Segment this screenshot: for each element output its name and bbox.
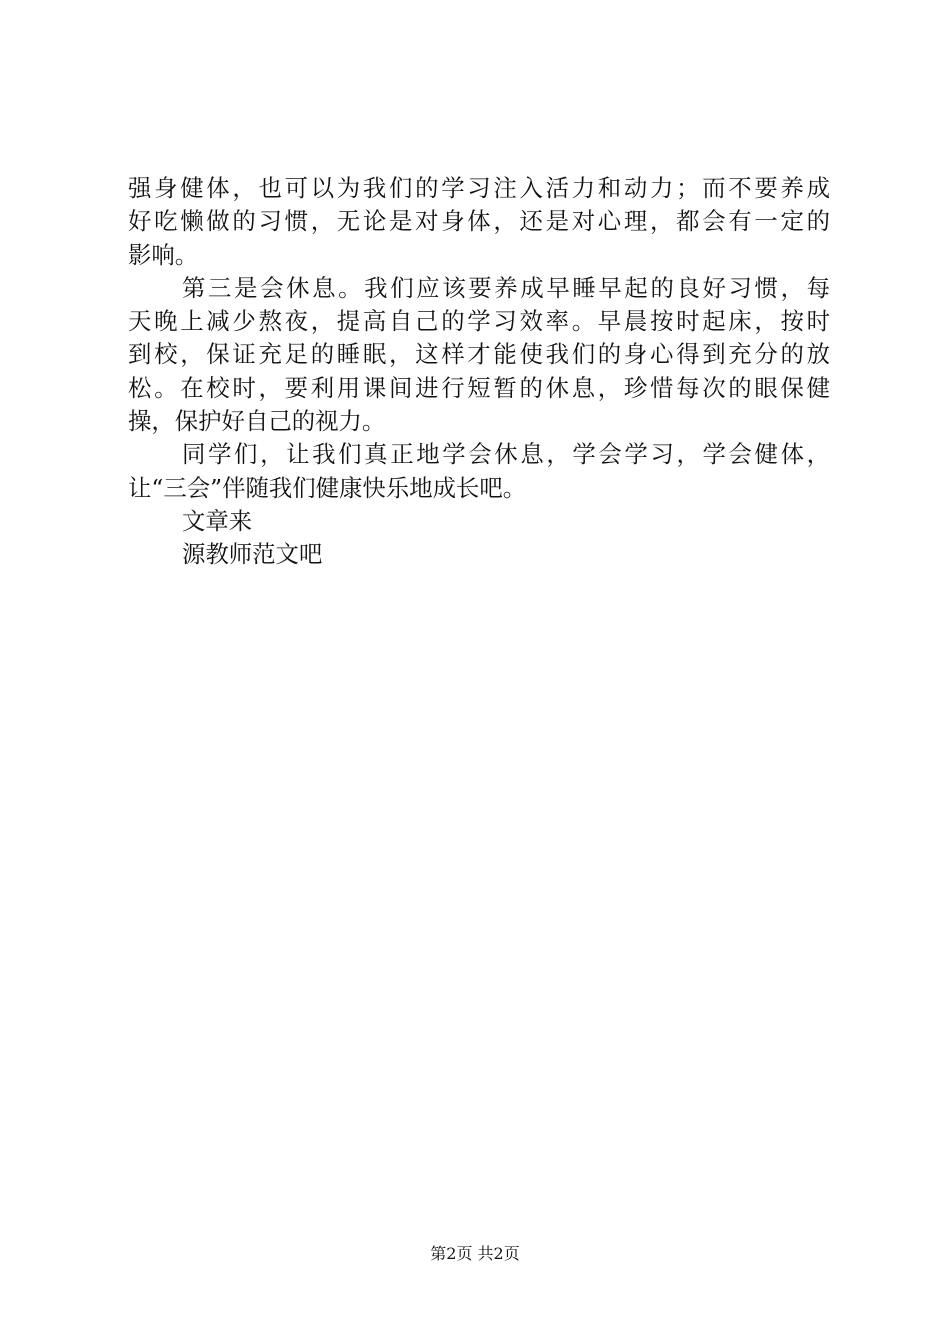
source-line: 文章来 <box>182 506 253 535</box>
paragraph-line: 到校，保证充足的睡眠，这样才能使我们的身心得到充分的放 <box>128 340 830 369</box>
paragraph-line: 同学们，让我们真正地学会休息，学会学习，学会健体， <box>182 440 830 469</box>
paragraph-line: 天晚上减少熬夜，提高自己的学习效率。早晨按时起床，按时 <box>128 307 830 336</box>
paragraph-line: 松。在校时，要利用课间进行短暂的休息，珍惜每次的眼保健 <box>128 373 830 402</box>
paragraph-line: 第三是会休息。我们应该要养成早睡早起的良好习惯，每 <box>182 273 830 302</box>
page-number-footer: 第2页 共2页 <box>430 1244 520 1263</box>
paragraph-line: 好吃懒做的习惯，无论是对身体，还是对心理，都会有一定的 <box>128 207 830 236</box>
source-line: 源教师范文吧 <box>182 540 323 569</box>
paragraph-1 <box>128 172 830 272</box>
paragraph-3 <box>128 438 830 505</box>
paragraph-2 <box>128 272 830 438</box>
paragraph-line: 让“三会”伴随我们健康快乐地成长吧。 <box>128 473 527 502</box>
document-body <box>128 172 830 572</box>
paragraph-line: 影响。 <box>128 240 199 269</box>
paragraph-line: 强身健体，也可以为我们的学习注入活力和动力；而不要养成 <box>128 174 830 202</box>
source-note <box>128 505 830 572</box>
paragraph-line: 操，保护好自己的视力。 <box>128 407 386 436</box>
